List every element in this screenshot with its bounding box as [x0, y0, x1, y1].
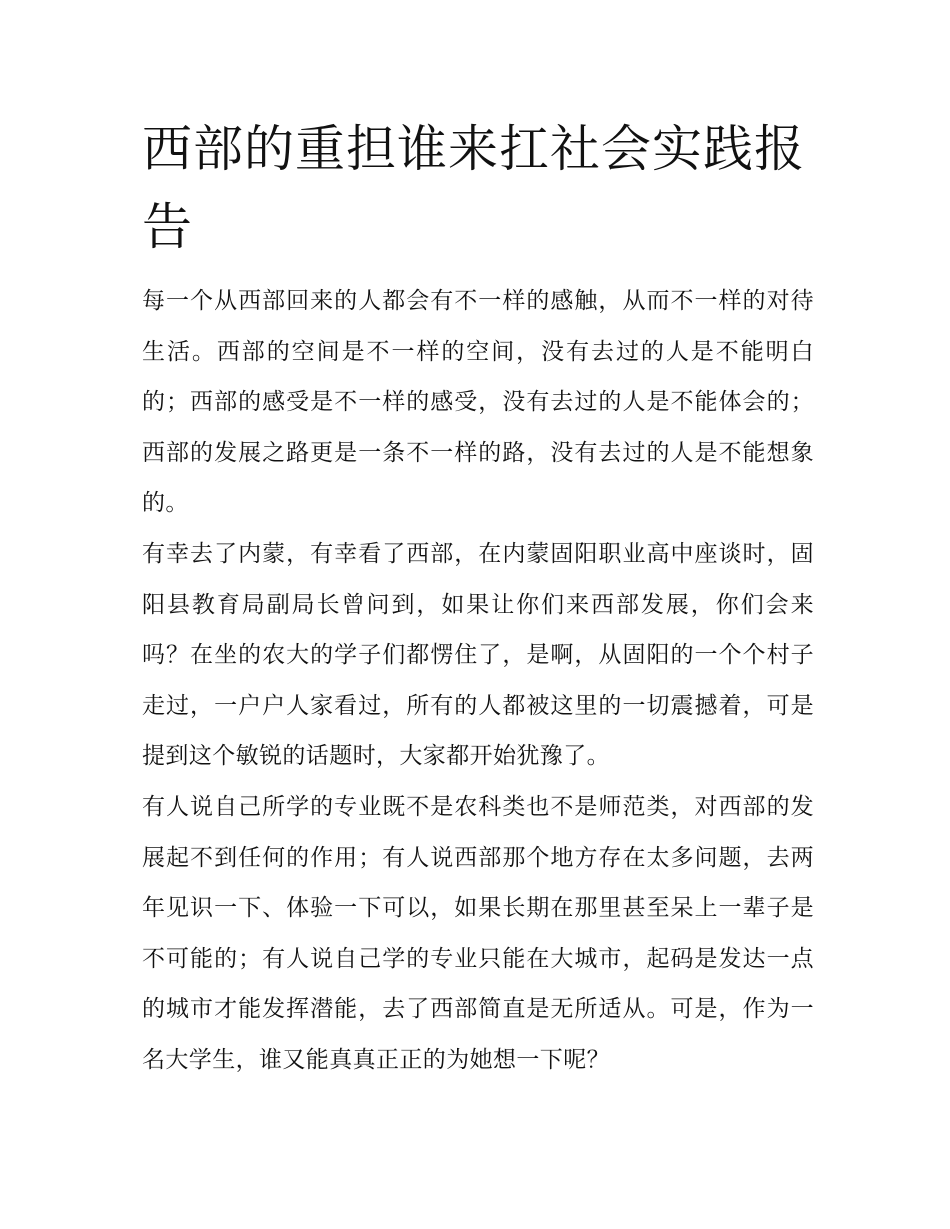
- document-body: [142, 110, 814, 1086]
- paragraph-3: 有人说自己所学的专业既不是农科类也不是师范类，对西部的发展起不到任何的作用；有人说西部那个地方存在太多问题，去两年见识一下、体验一下可以，如果长期在那里甚至呆上一辈子是不可能的；有人说自己学的专业只能在大城市，起码是发达一点的城市才能发挥潜能，去了西部简直是无所适从。可是，作为一名大学生，谁又能真真正正的为她想一下呢？: [142, 793, 814, 1073]
- document-title: 西部的重担谁来扛社会实践报告: [142, 120, 805, 256]
- paragraph-2: 有幸去了内蒙，有幸看了西部，在内蒙固阳职业高中座谈时，固阳县教育局副局长曾问到，如果让你们来西部发展，你们会来吗？在坐的农大的学子们都愣住了，是啊，从固阳的一个个村子走过，一户户人家看过，所有的人都被这里的一切震撼着，可是提到这个敏锐的话题时，大家都开始犹豫了。: [142, 540, 814, 770]
- paragraph-1: 每一个从西部回来的人都会有不一样的感触，从而不一样的对待生活。西部的空间是不一样的空间，没有去过的人是不能明白的；西部的感受是不一样的感受，没有去过的人是不能体会的；西部的发展之路更是一条不一样的路，没有去过的人是不能想象的。: [142, 288, 814, 517]
